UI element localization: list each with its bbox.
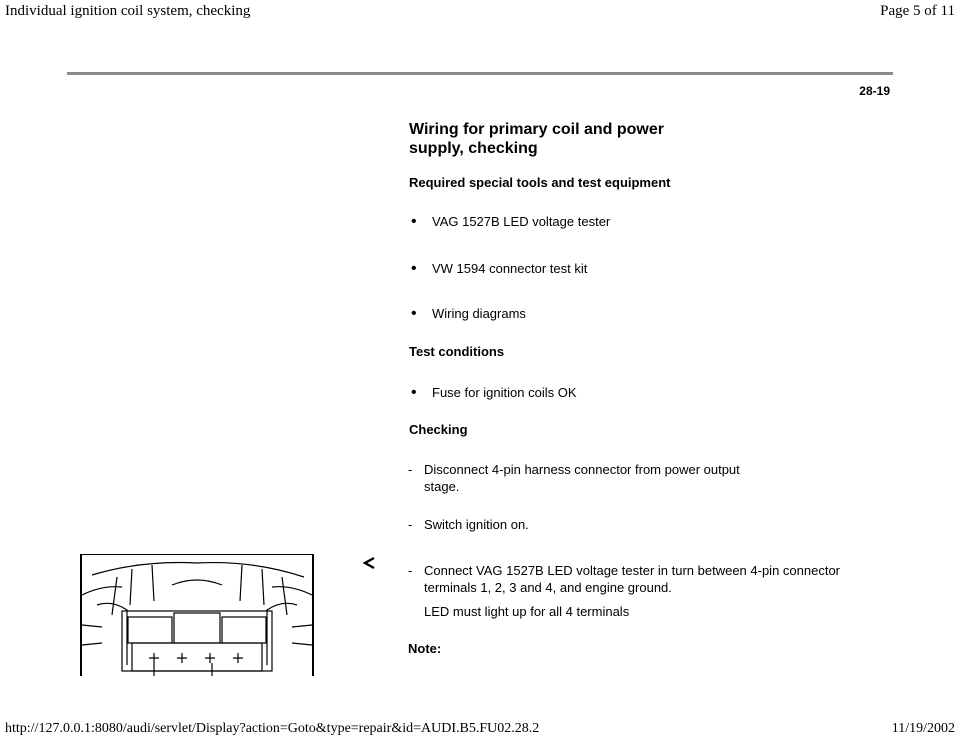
- section-title: Wiring for primary coil and power supply, checking: [409, 121, 664, 157]
- step-dash: -: [408, 462, 413, 477]
- list-item: [411, 261, 587, 276]
- step-item: [408, 461, 748, 495]
- step-item: [408, 562, 848, 596]
- step-result: LED must light up for all 4 terminals: [424, 604, 630, 619]
- list-item-text: Wiring diagrams: [432, 306, 526, 321]
- document-title: Individual ignition coil system, checking: [5, 3, 251, 19]
- list-item-text: VW 1594 connector test kit: [432, 261, 588, 276]
- step-text: Disconnect 4-pin harness connector from power output stage.: [424, 462, 740, 494]
- checking-heading: Checking: [409, 422, 468, 437]
- page-indicator: Page 5 of 11: [880, 3, 955, 19]
- footer-url: http://127.0.0.1:8080/audi/servlet/Display?action=Goto&type=repair&id=AUDI.B5.FU02.28.2: [5, 721, 540, 736]
- list-item-text: VAG 1527B LED voltage tester: [432, 214, 611, 229]
- list-item: [411, 306, 526, 321]
- arrow-left-icon: [362, 556, 376, 575]
- conditions-heading: Test conditions: [409, 344, 505, 359]
- tools-heading: Required special tools and test equipment: [409, 175, 671, 190]
- page-number: 28-19: [859, 84, 890, 98]
- bullet-icon: •: [411, 305, 417, 322]
- connector-figure: [80, 554, 314, 676]
- list-item: [411, 385, 577, 400]
- step-text: Switch ignition on.: [424, 517, 529, 532]
- list-item-text: Fuse for ignition coils OK: [432, 385, 577, 400]
- bullet-icon: •: [411, 384, 417, 401]
- footer-date: 11/19/2002: [891, 721, 955, 736]
- note-label: Note:: [408, 641, 442, 656]
- bullet-icon: •: [411, 260, 417, 277]
- step-item: [408, 516, 529, 533]
- step-dash: -: [408, 563, 413, 578]
- list-item: [411, 214, 610, 229]
- header-rule: [67, 72, 893, 75]
- bullet-icon: •: [411, 213, 417, 230]
- step-text: Connect VAG 1527B LED voltage tester in turn between 4-pin connector terminals 1, 2, 3 and 4, and engine ground.: [424, 563, 841, 595]
- step-dash: -: [408, 517, 413, 532]
